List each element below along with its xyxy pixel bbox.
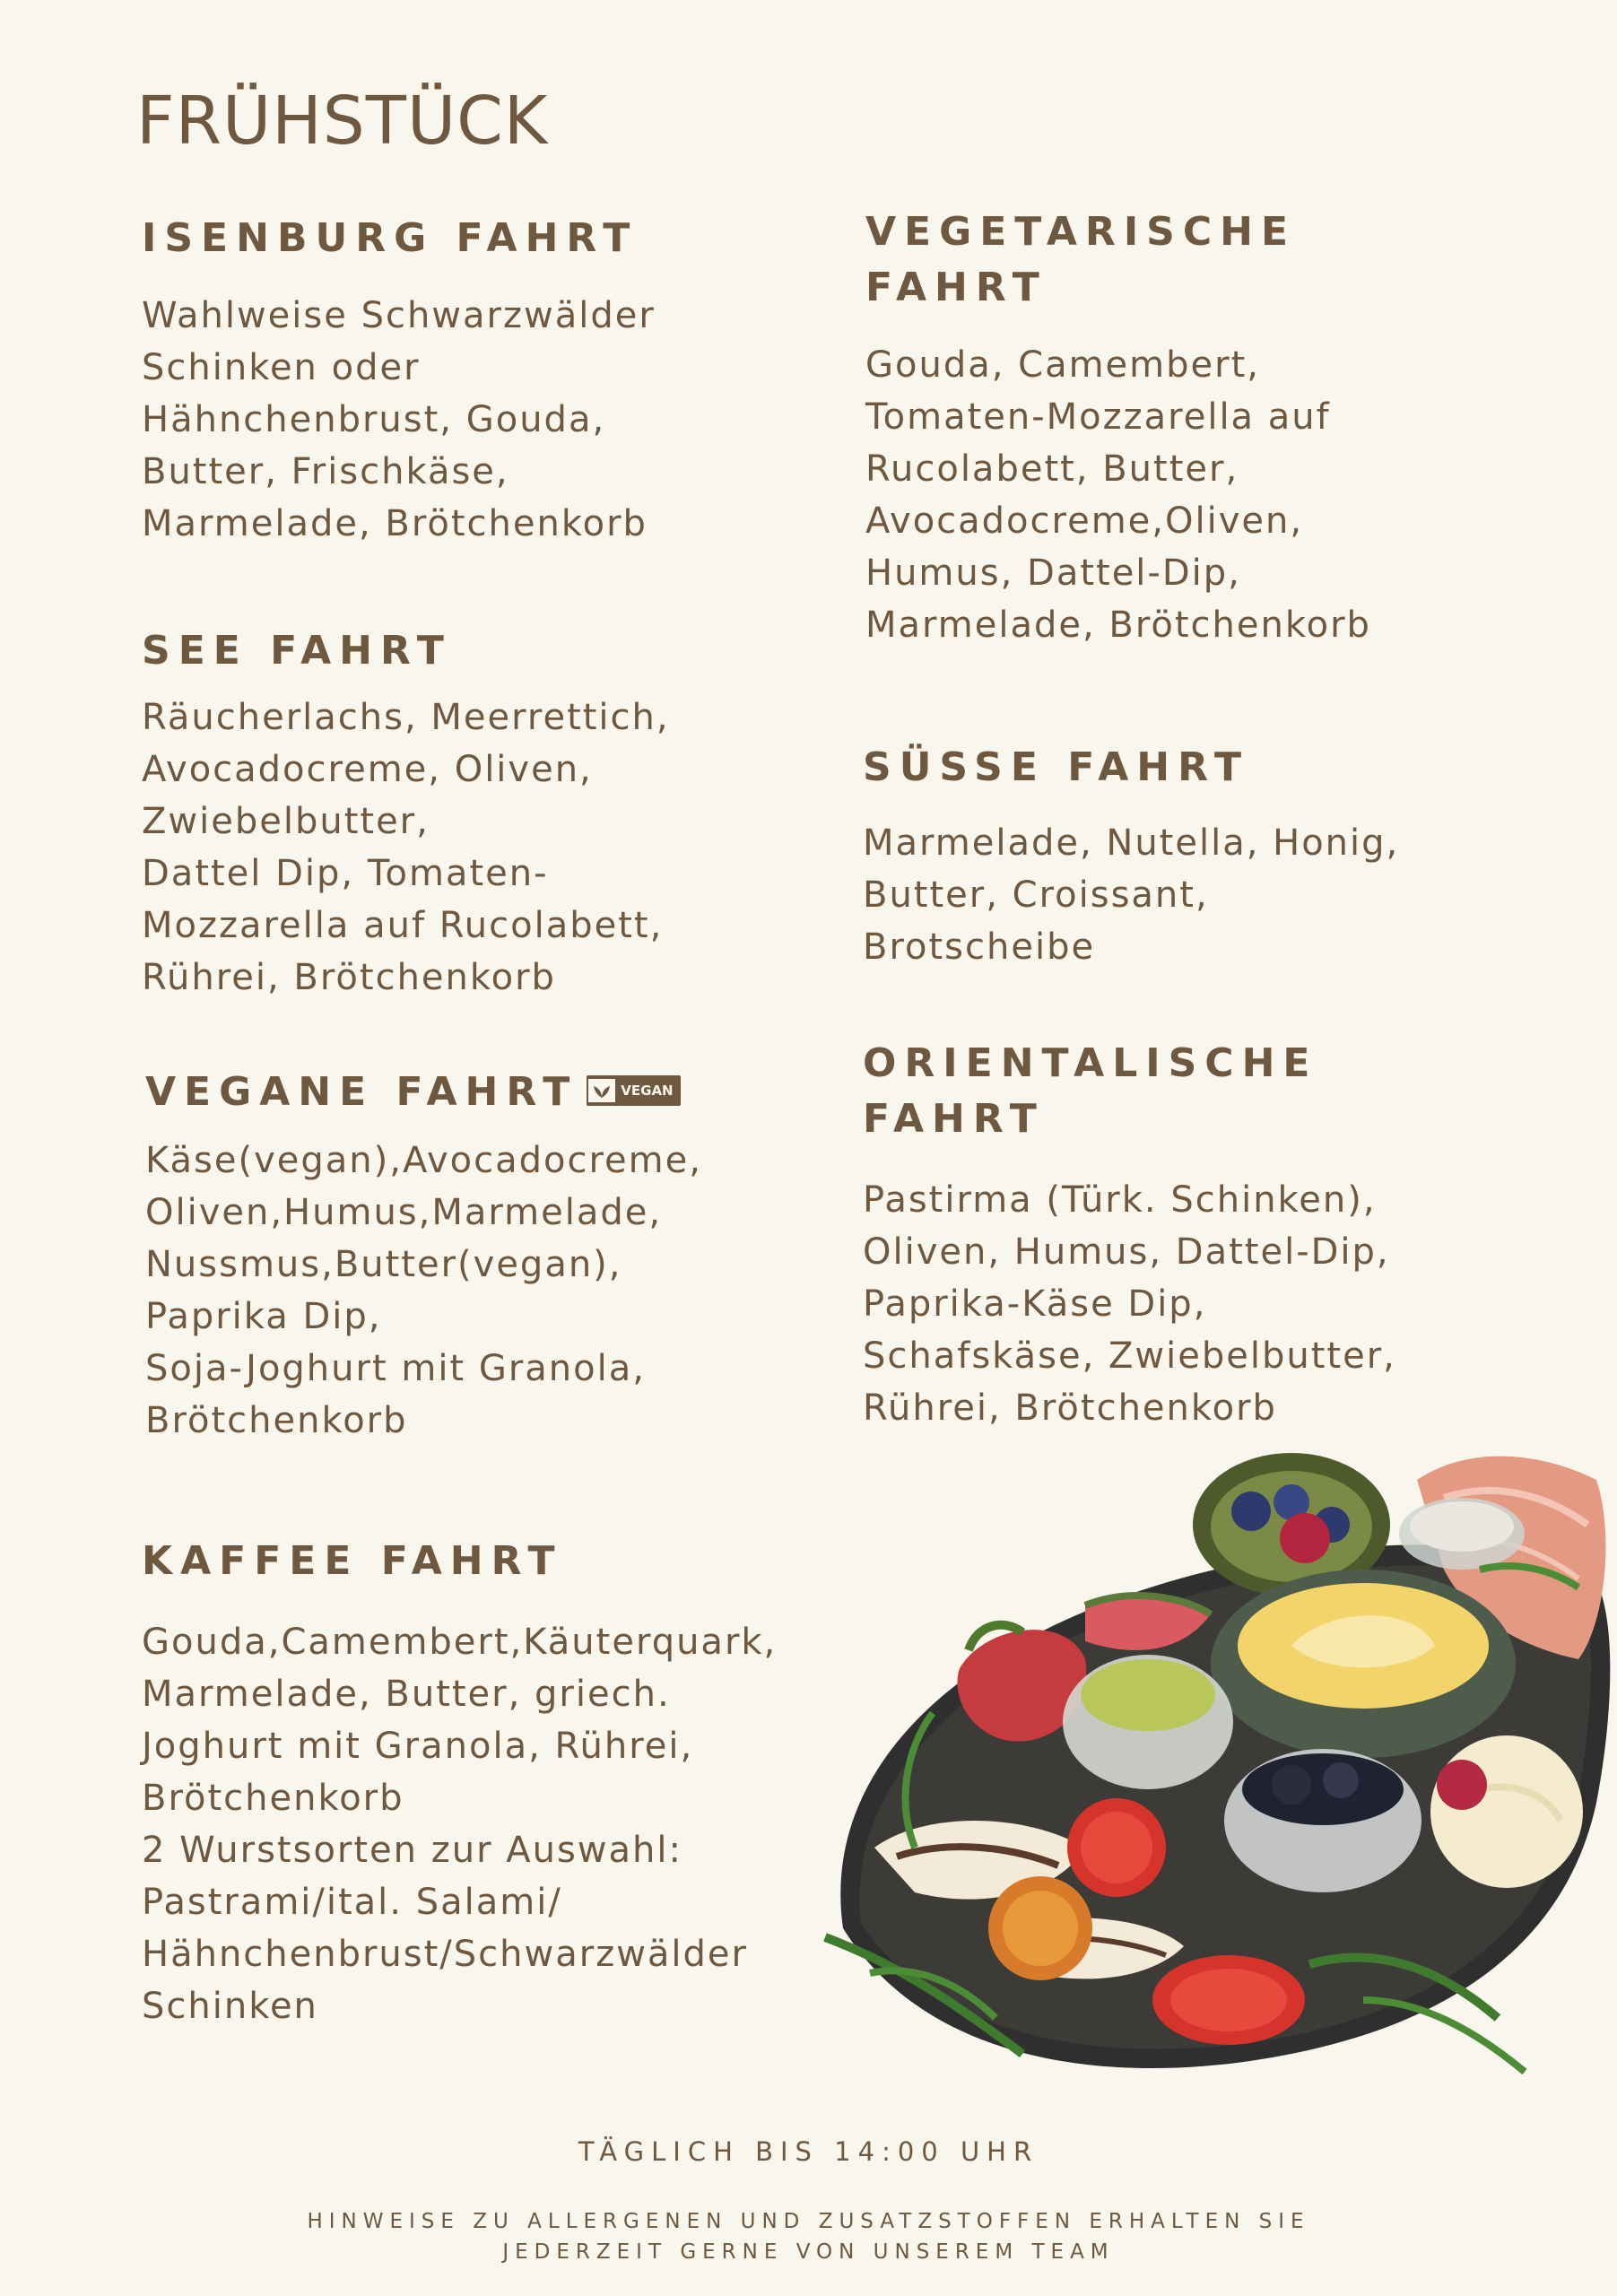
menu-item-vegetarische-fahrt bbox=[865, 204, 1583, 651]
menu-item-name: KAFFEE FAHRT bbox=[142, 1538, 563, 1584]
menu-item-description: Käse(vegan),Avocadocreme, Oliven,Humus,Marmelade, Nussmus,Butter(vegan), Paprika Dip, Soja-Joghurt mit Granola, Brötchenkorb bbox=[145, 1140, 702, 1441]
menu-item-description: Räucherlachs, Meerrettich, Avocadocreme, Oliven, Zwiebelbutter, Dattel Dip, Tomaten- Mozzarella auf Rucolabett, Rührei, Brötchenkorb bbox=[142, 697, 670, 998]
menu-item-vegane-fahrt bbox=[145, 1065, 854, 1447]
menu-item-description: Marmelade, Nutella, Honig, Butter, Croissant, Brotscheibe bbox=[863, 822, 1400, 968]
menu-item-description: Gouda,Camembert,Käuterquark, Marmelade, Butter, griech. Joghurt mit Granola, Rührei, Brötchenkorb 2 Wurstsorten zur Auswahl: Pastrami/ital. Salami/ Hähnchenbrust/Schwarzwälder Schinken bbox=[142, 1622, 778, 2027]
menu-item-isenburg-fahrt bbox=[142, 211, 823, 550]
menu-item-heading bbox=[145, 1065, 854, 1120]
vegan-badge-label: VEGAN bbox=[621, 1083, 674, 1099]
menu-item-name: ORIENTALISCHE FAHRT bbox=[863, 1040, 1318, 1142]
opening-hours: TÄGLICH BIS 14:00 UHR bbox=[578, 2136, 1039, 2167]
menu-item-description: Wahlweise Schwarzwälder Schinken oder Hähnchenbrust, Gouda, Butter, Frischkäse, Marmelade, Brötchenkorb bbox=[142, 295, 656, 544]
menu-item-name: VEGANE FAHRT bbox=[145, 1069, 578, 1115]
menu-item-name: VEGETARISCHE FAHRT bbox=[865, 209, 1297, 310]
menu-item-description: Pastirma (Türk. Schinken), Oliven, Humus, Dattel-Dip, Paprika-Käse Dip, Schafskäse, Zwiebelbutter, Rührei, Brötchenkorb bbox=[863, 1179, 1396, 1429]
menu-item-name: SÜSSE FAHRT bbox=[863, 744, 1249, 790]
menu-item-name: ISENBURG FAHRT bbox=[142, 215, 639, 261]
vegan-badge bbox=[587, 1075, 680, 1106]
allergen-note: HINWEISE ZU ALLERGENEN UND ZUSATZSTOFFEN ERHALTEN SIE JEDERZEIT GERNE VON UNSEREM TEAM bbox=[307, 2210, 1310, 2264]
menu-item-kaffee-fahrt bbox=[142, 1534, 823, 2032]
menu-item-see-fahrt bbox=[142, 623, 823, 1004]
menu-item-description: Gouda, Camembert, Tomaten-Mozzarella auf Rucolabett, Butter, Avocadocreme,Oliven, Humus, Dattel-Dip, Marmelade, Brötchenkorb bbox=[865, 344, 1371, 646]
leaf-icon bbox=[588, 1079, 615, 1102]
breakfast-platter-image bbox=[789, 1426, 1617, 2144]
page-title: FRÜHSTÜCK bbox=[136, 83, 549, 160]
menu-item-orientalische-fahrt bbox=[863, 1036, 1580, 1434]
menu-item-suesse-fahrt bbox=[863, 740, 1580, 973]
menu-item-name: SEE FAHRT bbox=[142, 628, 452, 674]
